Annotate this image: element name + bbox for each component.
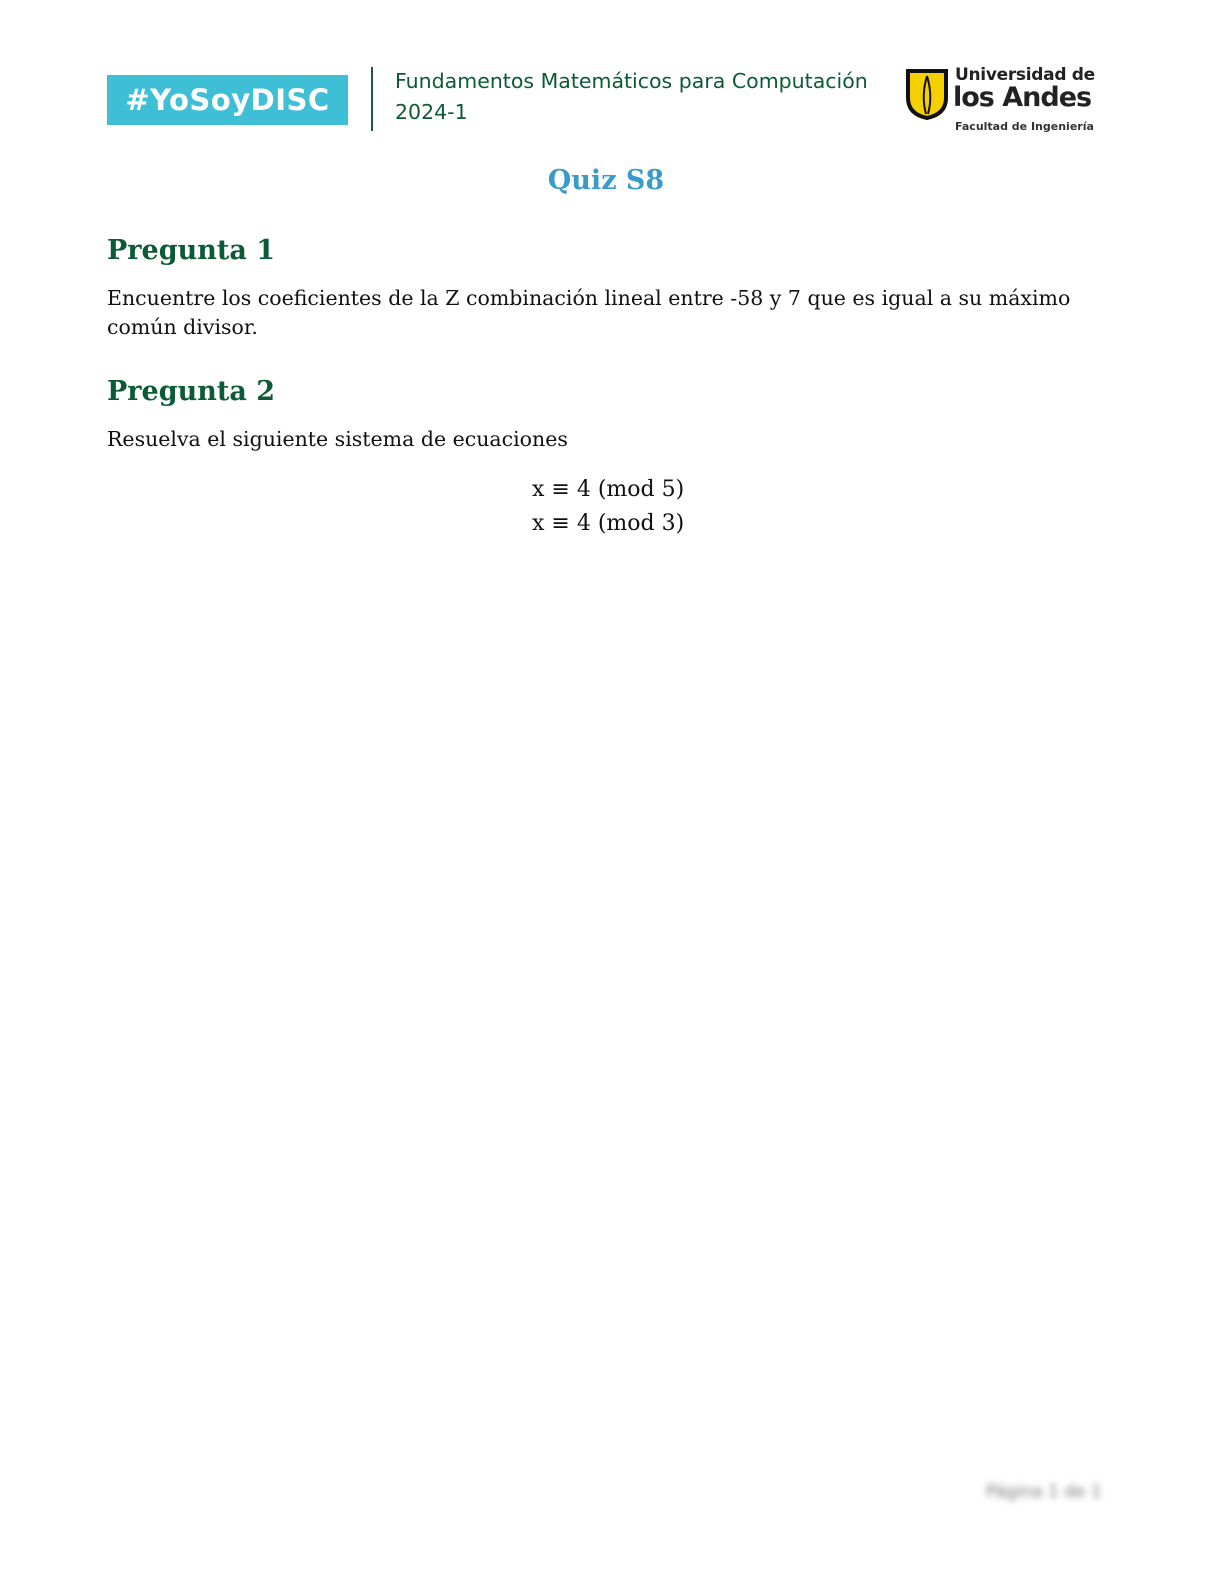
quiz-title: Quiz S8 — [547, 165, 665, 196]
equation-1: x ≡ 4 (mod 5) — [532, 477, 685, 502]
course-info — [395, 66, 868, 128]
course-name: Fundamentos Matemáticos para Computación — [395, 69, 868, 93]
page-number: Página 1 de 1 — [986, 1482, 1102, 1502]
course-term: 2024-1 — [395, 100, 468, 124]
logo-text-facultad: Facultad de Ingeniería — [955, 120, 1094, 133]
question-2-text: Resuelva el siguiente sistema de ecuaciones — [107, 427, 568, 451]
equation-2: x ≡ 4 (mod 3) — [532, 511, 685, 536]
yosoydisc-banner: #YoSoyDISC — [107, 75, 348, 125]
question-1-text: Encuentre los coeficientes de la Z combinación lineal entre -58 y 7 que es igual a su máximo común divisor. — [107, 286, 1071, 339]
header-divider — [371, 67, 373, 131]
shield-icon — [905, 68, 949, 120]
logo-text-universidad: Universidad de — [955, 65, 1095, 85]
logo-text-los-andes: los Andes — [953, 82, 1092, 113]
question-2-heading: Pregunta 2 — [107, 376, 275, 407]
question-1-heading: Pregunta 1 — [107, 235, 275, 266]
university-logo — [905, 65, 1095, 138]
